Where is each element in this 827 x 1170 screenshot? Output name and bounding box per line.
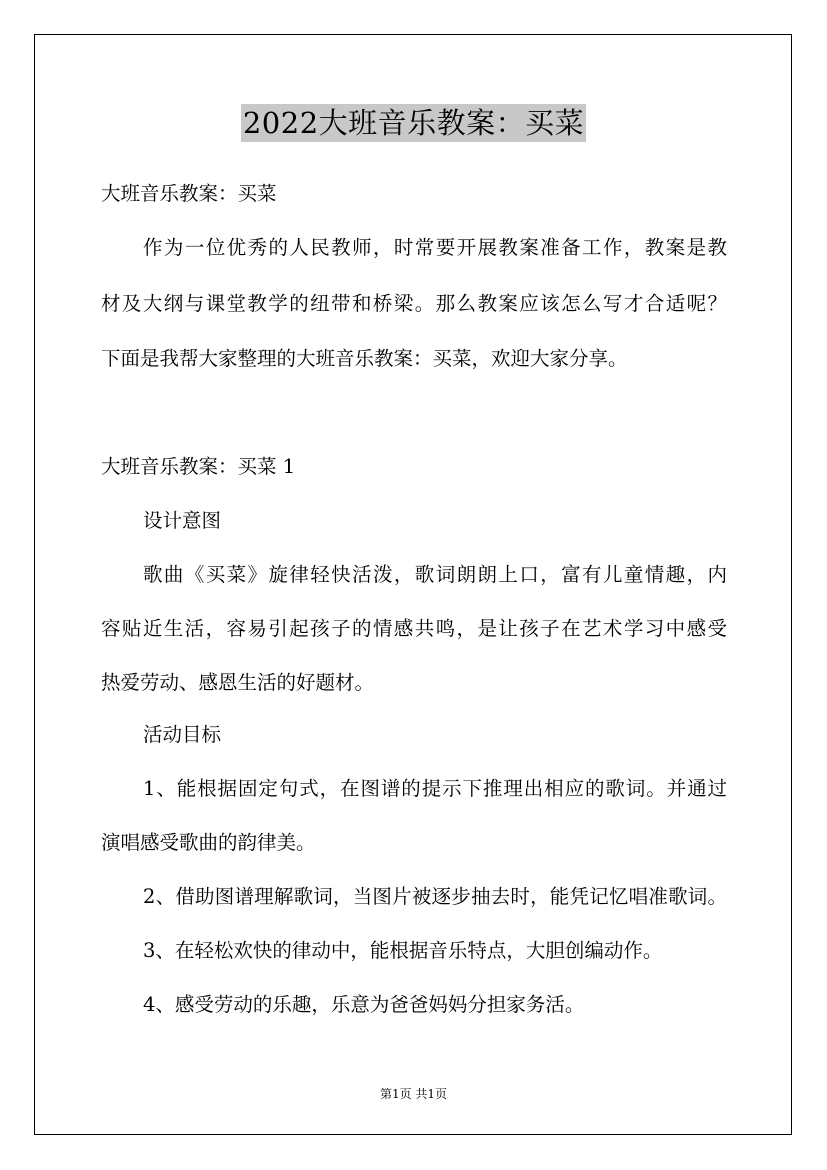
intro-line-1: 作为一位优秀的人民教师，时常要开展教案准备工作，教案是教	[143, 236, 727, 259]
page-footer: 第1页 共1页	[379, 1087, 448, 1101]
goal-line-1: 1、能根据固定句式，在图谱的提示下推理出相应的歌词。并通过	[143, 777, 727, 800]
section-title: 大班音乐教案：买菜 1	[101, 455, 296, 478]
goals-heading: 活动目标	[143, 723, 222, 746]
intro-line-3: 下面是我帮大家整理的大班音乐教案：买菜，欢迎大家分享。	[101, 347, 628, 370]
design-line-3: 热爱劳动、感恩生活的好题材。	[101, 671, 375, 694]
goal-line-5: 4、感受劳动的乐趣，乐意为爸爸妈妈分担家务活。	[143, 993, 585, 1016]
design-line-1: 歌曲《买菜》旋律轻快活泼，歌词朗朗上口，富有儿童情趣，内	[143, 563, 727, 586]
document-title: 2022大班音乐教案：买菜	[242, 106, 585, 140]
design-line-2: 容贴近生活，容易引起孩子的情感共鸣，是让孩子在艺术学习中感受	[101, 617, 727, 640]
design-heading: 设计意图	[143, 509, 222, 532]
goal-line-2: 演唱感受歌曲的韵律美。	[101, 831, 316, 854]
goal-line-3: 2、借助图谱理解歌词，当图片被逐步抽去时，能凭记忆唱准歌词。	[143, 885, 727, 908]
main-heading: 大班音乐教案：买菜	[101, 182, 277, 205]
goal-line-4: 3、在轻松欢快的律动中，能根据音乐特点，大胆创编动作。	[143, 939, 663, 962]
intro-line-2: 材及大纲与课堂教学的纽带和桥梁。那么教案应该怎么写才合适呢？	[101, 292, 727, 315]
title-container	[0, 104, 827, 142]
